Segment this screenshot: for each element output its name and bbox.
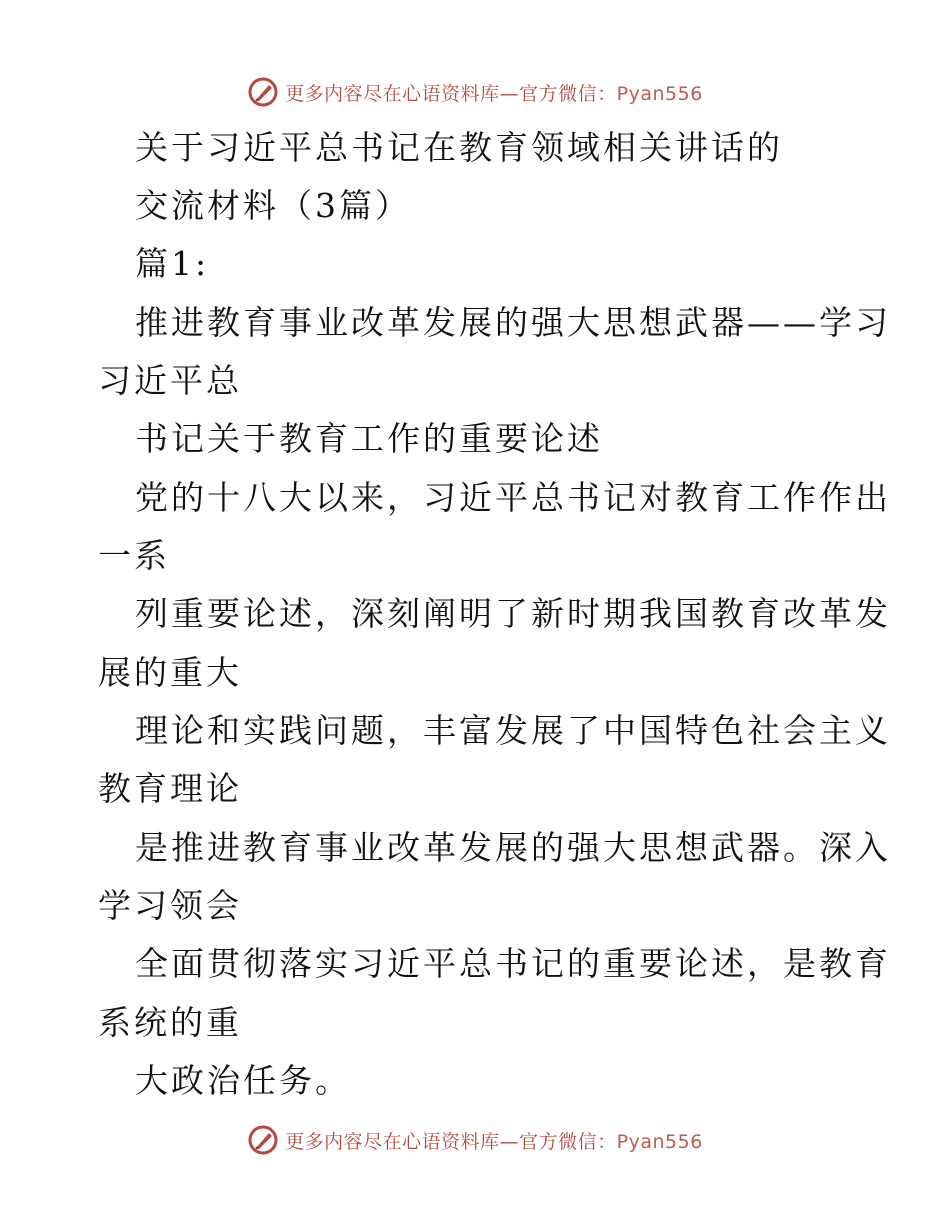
footer-banner-label: 更多内容尽在心语资料库—官方微信： bbox=[285, 1130, 617, 1153]
footer-banner bbox=[0, 1120, 950, 1160]
paragraph-line: 党的十八大以来，习近平总书记对教育工作作出 bbox=[135, 478, 891, 517]
paragraph-line: 系统的重 bbox=[98, 1003, 242, 1042]
header-banner-text bbox=[285, 79, 703, 106]
title-line-1: 关于习近平总书记在教育领域相关讲话的 bbox=[135, 128, 783, 167]
paragraph-line: 学习领会 bbox=[98, 886, 242, 925]
paragraph-line: 展的重大 bbox=[98, 653, 242, 692]
quill-logo-icon bbox=[247, 76, 279, 108]
footer-banner-text bbox=[285, 1127, 703, 1154]
header-banner-inner bbox=[247, 76, 703, 108]
paragraph-line: 是推进教育事业改革发展的强大思想武器。深入 bbox=[135, 828, 891, 867]
quill-logo-icon bbox=[247, 1124, 279, 1156]
header-banner-label: 更多内容尽在心语资料库—官方微信： bbox=[285, 82, 617, 105]
section-heading: 篇1: bbox=[135, 244, 210, 283]
paragraph-line: 列重要论述，深刻阐明了新时期我国教育改革发 bbox=[135, 594, 891, 633]
subtitle-line-2: 习近平总 bbox=[98, 361, 242, 400]
paragraph-line: 教育理论 bbox=[98, 769, 242, 808]
title-line-2: 交流材料（3篇） bbox=[135, 186, 411, 225]
paragraph-line: 理论和实践问题，丰富发展了中国特色社会主义 bbox=[135, 711, 891, 750]
paragraph-line: 大政治任务。 bbox=[135, 1061, 351, 1100]
footer-banner-inner bbox=[247, 1124, 703, 1156]
paragraph-line: 全面贯彻落实习近平总书记的重要论述，是教育 bbox=[135, 944, 891, 983]
header-wechat-id: Pyan556 bbox=[616, 82, 703, 105]
paragraph-line: 一系 bbox=[98, 536, 170, 575]
header-banner bbox=[0, 72, 950, 112]
subtitle-line-3: 书记关于教育工作的重要论述 bbox=[135, 419, 603, 458]
footer-wechat-id: Pyan556 bbox=[616, 1130, 703, 1153]
subtitle-line-1: 推进教育事业改革发展的强大思想武器——学习 bbox=[135, 303, 891, 342]
